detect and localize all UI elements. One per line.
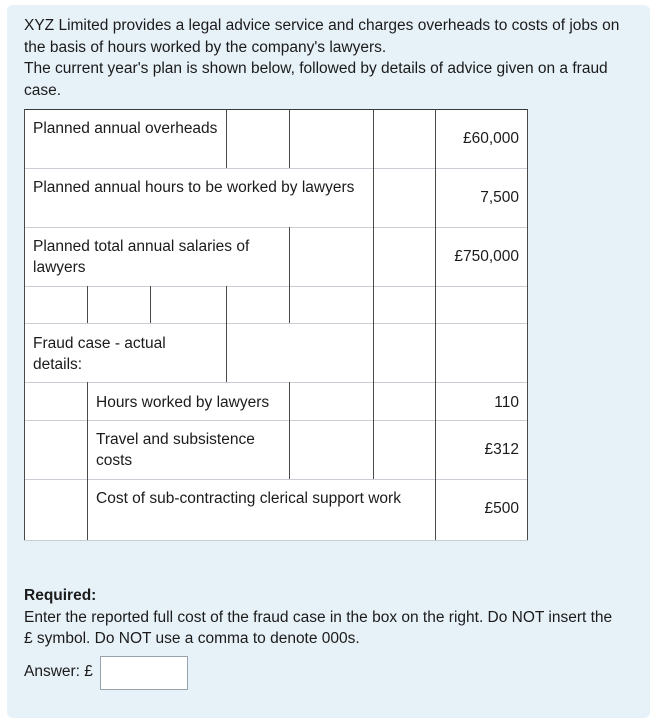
- required-instructions: Enter the reported full cost of the fraud case in the box on the right. Do NOT insert the £ symbol. Do NOT use a comma to denote 000s.: [24, 608, 613, 647]
- answer-label: Answer: £: [24, 663, 93, 680]
- row-label-planned-overheads: Planned annual overheads: [33, 120, 218, 137]
- cost-data-table: [24, 109, 528, 541]
- row-label-subcontracting-cost: Cost of sub-contracting clerical support work: [96, 490, 401, 507]
- row-value-planned-salaries: £750,000: [454, 248, 519, 265]
- row-value-travel-costs: £312: [484, 441, 519, 458]
- row-value-planned-overheads: £60,000: [462, 130, 519, 147]
- row-label-hours-worked: Hours worked by lawyers: [96, 394, 270, 411]
- row-value-hours-worked: 110: [494, 394, 519, 411]
- row-value-subcontracting-cost: £500: [484, 500, 519, 517]
- row-value-planned-hours: 7,500: [480, 189, 519, 206]
- required-heading: Required:: [24, 587, 97, 604]
- question-intro: [24, 15, 624, 101]
- fraud-case-heading: Fraud case - actual details:: [33, 335, 166, 373]
- intro-paragraph-2: The current year's plan is shown below, followed by details of advice given on a fraud case.: [24, 60, 608, 99]
- row-label-travel-costs: Travel and subsistence costs: [96, 431, 255, 469]
- intro-paragraph-1: XYZ Limited provides a legal advice service and charges overheads to costs of jobs on the basis of hours worked by the company's lawyers.: [24, 17, 620, 56]
- answer-input[interactable]: [100, 656, 188, 690]
- required-section: [24, 585, 624, 650]
- row-label-planned-salaries: Planned total annual salaries of lawyers: [33, 238, 250, 276]
- row-label-planned-hours: Planned annual hours to be worked by lawyers: [33, 179, 355, 196]
